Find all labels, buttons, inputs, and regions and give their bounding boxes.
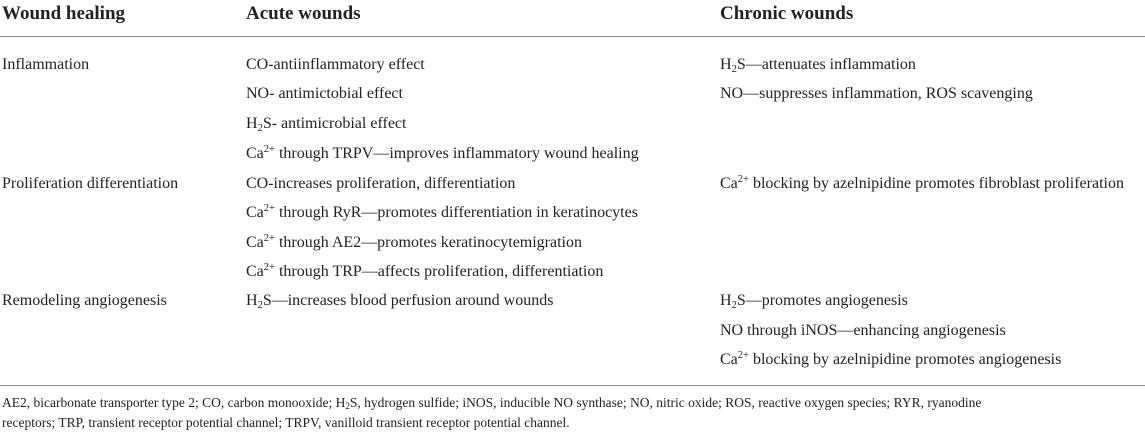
chronic-entry: NO—suppresses inflammation, ROS scavenging bbox=[720, 85, 1033, 102]
chronic-entry: $H_2S—promotes$ angiogenesis bbox=[720, 292, 908, 311]
acute-entry: CO-increases proliferation, differentiation bbox=[246, 175, 516, 192]
stage-inflammation: Inflammation bbox=[2, 56, 90, 73]
table-footnote bbox=[2, 393, 1140, 433]
acute-entry: $Ca^{2+}$ through RyR—promotes differentiation in keratinocytes bbox=[246, 203, 638, 221]
stage-remodeling-angiogenesis: Remodeling angiogenesis bbox=[2, 292, 167, 309]
acute-entry: $H_2S-$ antimicrobial effect bbox=[246, 115, 407, 134]
acute-entry: $Ca^{2+}$ through AE2—promotes keratinocytemigration bbox=[246, 233, 582, 251]
table-header-row bbox=[0, 0, 1145, 37]
footnote-line: AE2, bicarbonate transporter type 2; CO, carbon monooxide; $H_2S$, hydrogen sulfide; iNOS, inducible NO synthase; NO, nitric oxide; ROS, reactive oxygen species; RYR, ryanodine bbox=[2, 395, 982, 411]
header-wound-healing: Wound healing bbox=[2, 3, 126, 24]
acute-entry: CO-antiinflammatory effect bbox=[246, 56, 425, 73]
acute-entry: $Ca^{2+}$ through TRP—affects proliferation, differentiation bbox=[246, 262, 604, 280]
table-footer-rule bbox=[0, 385, 1145, 386]
chronic-entry: $Ca^{2+}$ blocking by azelnipidine promotes angiogenesis bbox=[720, 350, 1062, 368]
acute-entry: $Ca^{2+}$ through TRPV—improves inflammatory wound healing bbox=[246, 144, 639, 162]
chronic-entry: $H_2S—attenuates$ inflammation bbox=[720, 56, 916, 75]
acute-entry: NO- antimictobial effect bbox=[246, 85, 403, 102]
header-acute-wounds: Acute wounds bbox=[246, 3, 361, 24]
chronic-entry: NO through iNOS—enhancing angiogenesis bbox=[720, 322, 1006, 339]
header-chronic-wounds: Chronic wounds bbox=[720, 3, 854, 24]
acute-entry: $H_2S—increases$ blood perfusion around wounds bbox=[246, 292, 554, 311]
footnote-line: receptors; TRP, transient receptor potential channel; TRPV, vanilloid transient receptor potential channel. bbox=[2, 415, 570, 430]
chronic-entry: $Ca^{2+}$ blocking by azelnipidine promotes fibroblast proliferation bbox=[720, 174, 1124, 192]
stage-proliferation-differentiation: Proliferation differentiation bbox=[2, 175, 179, 192]
